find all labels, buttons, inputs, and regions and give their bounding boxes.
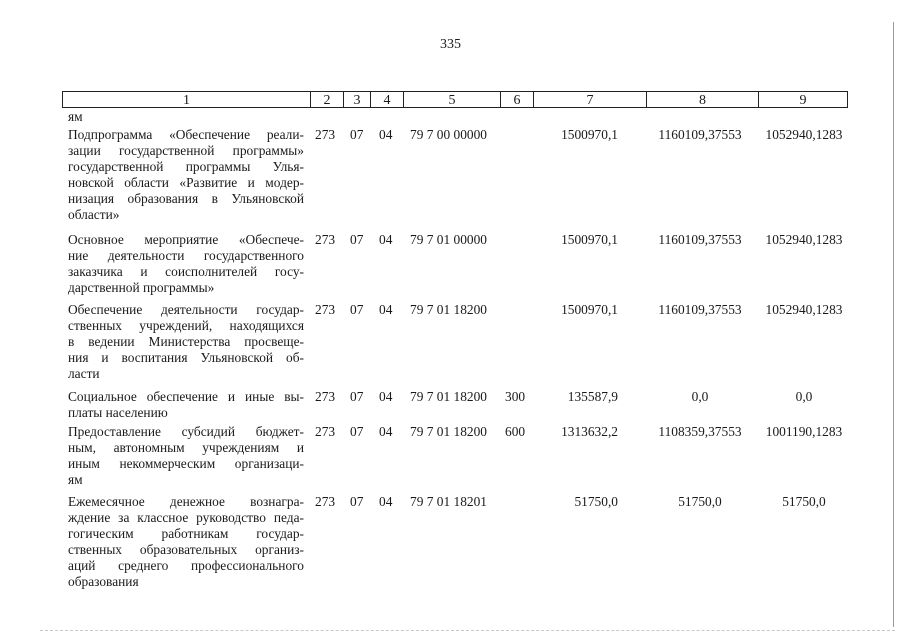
cell-amount-col9: 1052940,1283 (765, 302, 843, 317)
description-line: ям (68, 472, 83, 487)
cell-section: 07 (350, 389, 364, 404)
cell-target-code: 79 7 01 18200 (410, 389, 487, 404)
description-line: ния и воспитания Ульяновской об- (68, 350, 304, 365)
page-edge-right (893, 22, 894, 627)
description-line: Социальное обеспечение и иные вы- (68, 389, 304, 404)
description-line: Предоставление субсидий бюджет- (68, 424, 304, 439)
table-header-row (62, 91, 848, 108)
cell-amount-col7: 1500970,1 (561, 127, 618, 142)
description-line: заказчика и соисполнителей госу- (68, 264, 304, 279)
description-line: зации государственной программы» (68, 143, 304, 158)
cell-target-code: 79 7 01 00000 (410, 232, 487, 247)
table-row-description (68, 127, 304, 223)
cell-target-code: 79 7 01 18201 (410, 494, 487, 509)
cell-section: 07 (350, 127, 364, 142)
description-line: ждение за классное руководство педа- (68, 510, 304, 525)
description-line: области» (68, 207, 120, 222)
cell-admin-code: 273 (315, 232, 336, 247)
cell-amount-col9: 1001190,1283 (765, 424, 843, 439)
cell-amount-col7: 1313632,2 (561, 424, 618, 439)
cell-section: 07 (350, 424, 364, 439)
description-line: ственных образовательных организ- (68, 542, 304, 557)
continuation-text: ям (68, 109, 83, 124)
description-line: Основное мероприятие «Обеспече- (68, 232, 304, 247)
table-row-description (68, 424, 304, 488)
cell-section: 07 (350, 232, 364, 247)
cell-subsection: 04 (379, 302, 393, 317)
description-line: Обеспечение деятельности государ- (68, 302, 304, 317)
cell-amount-col7: 1500970,1 (561, 232, 618, 247)
cell-expense-kind: 300 (505, 389, 526, 404)
page-number: 335 (440, 37, 461, 52)
cell-amount-col7: 135587,9 (567, 389, 618, 404)
header-col-9: 9 (758, 92, 847, 107)
cell-admin-code: 273 (315, 302, 336, 317)
cell-subsection: 04 (379, 232, 393, 247)
cell-subsection: 04 (379, 494, 393, 509)
description-line: ласти (68, 366, 100, 381)
description-line: ным, автономным учреждениям и (68, 440, 304, 455)
header-col-1: 1 (183, 93, 190, 108)
cell-subsection: 04 (379, 424, 393, 439)
cell-section: 07 (350, 302, 364, 317)
header-col-8: 8 (646, 92, 758, 107)
cell-admin-code: 273 (315, 127, 336, 142)
cell-amount-col8: 0,0 (691, 389, 709, 404)
cell-amount-col9: 1052940,1283 (765, 232, 843, 247)
cell-admin-code: 273 (315, 424, 336, 439)
description-line: дарственной программы» (68, 280, 215, 295)
header-col-2: 2 (310, 92, 343, 107)
description-line: аций среднего профессионального (68, 558, 304, 573)
table-row-description (68, 494, 304, 590)
description-line: гогическим работникам государ- (68, 526, 304, 541)
description-line: платы населению (68, 405, 168, 420)
cell-section: 07 (350, 494, 364, 509)
header-col-6: 6 (500, 92, 533, 107)
cell-target-code: 79 7 01 18200 (410, 424, 487, 439)
cell-amount-col7: 1500970,1 (561, 302, 618, 317)
cell-expense-kind: 600 (505, 424, 526, 439)
cell-admin-code: 273 (315, 389, 336, 404)
cell-target-code: 79 7 01 18200 (410, 302, 487, 317)
description-line: Ежемесячное денежное вознагра- (68, 494, 304, 509)
page-edge-bottom (40, 630, 895, 631)
header-col-7: 7 (533, 92, 646, 107)
cell-amount-col8: 1108359,37553 (658, 424, 742, 439)
cell-target-code: 79 7 00 00000 (410, 127, 487, 142)
header-col-3: 3 (343, 92, 370, 107)
cell-amount-col9: 51750,0 (782, 494, 826, 509)
description-line: ственных учреждений, находящихся (68, 318, 304, 333)
description-line: в ведении Министерства просвеще- (68, 334, 304, 349)
cell-amount-col9: 1052940,1283 (765, 127, 843, 142)
cell-amount-col8: 51750,0 (678, 494, 722, 509)
description-line: ние деятельности государственного (68, 248, 304, 263)
cell-amount-col9: 0,0 (795, 389, 813, 404)
header-col-5: 5 (403, 92, 500, 107)
cell-amount-col8: 1160109,37553 (658, 302, 742, 317)
cell-amount-col7: 51750,0 (574, 494, 618, 509)
table-row-description (68, 302, 304, 382)
header-col-4: 4 (370, 92, 403, 107)
description-line: новской области «Развитие и модер- (68, 175, 304, 190)
cell-amount-col8: 1160109,37553 (658, 127, 742, 142)
cell-amount-col8: 1160109,37553 (658, 232, 742, 247)
table-row-description (68, 389, 304, 421)
description-line: иным некоммерческим организаци- (68, 456, 304, 471)
description-line: образования (68, 574, 139, 589)
cell-admin-code: 273 (315, 494, 336, 509)
description-line: Подпрограмма «Обеспечение реали- (68, 127, 304, 142)
cell-subsection: 04 (379, 389, 393, 404)
table-row-description (68, 232, 304, 296)
cell-subsection: 04 (379, 127, 393, 142)
description-line: государственной программы Улья- (68, 159, 304, 174)
description-line: низация образования в Ульяновской (68, 191, 304, 206)
